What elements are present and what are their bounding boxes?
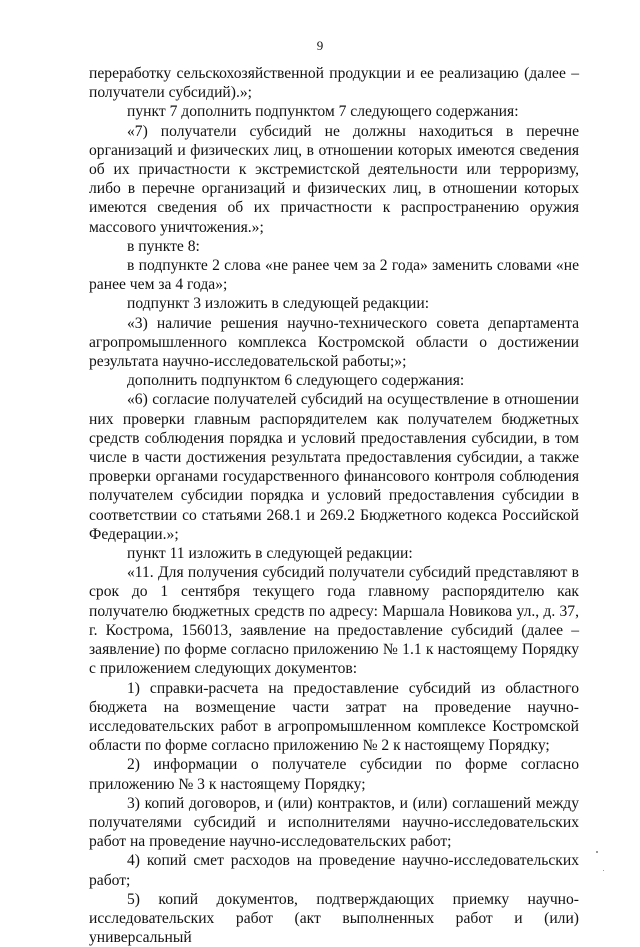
document-body bbox=[89, 64, 579, 947]
scan-speck bbox=[603, 870, 604, 871]
scan-speck bbox=[596, 851, 598, 853]
paragraph-subpoint-6-intro: дополнить подпунктом 6 следующего содержания: bbox=[127, 372, 465, 390]
paragraph-point-7-intro: пункт 7 дополнить подпунктом 7 следующего содержания: bbox=[127, 103, 519, 121]
paragraph-subpoint-3-text: «3) наличие решения научно-технического совета департамента агропромышленного комплекса Костромской области о достижении результата научно-исследовательской работы;»; bbox=[89, 314, 579, 371]
list-item-2: 2) информации о получателе субсидии по форме согласно приложению № 3 к настоящему Порядку; bbox=[89, 756, 579, 793]
list-item-4: 4) копий смет расходов на проведение научно-исследовательских работ; bbox=[89, 852, 579, 889]
list-item-1: 1) справки-расчета на предоставление субсидий из областного бюджета на возмещение части затрат на проведение научно-исследовательских работ в агропромышленном комплексе Костромской области по форме согласно приложению № 2 к настоящему Порядку; bbox=[89, 679, 579, 755]
paragraph-subpoint-7-text: «7) получатели субсидий не должны находиться в перечне организаций и физических лиц, в отношении которых имеются сведения об их причастности к экстремистской деятельности или терроризму, либо в перечне организаций и физических лиц, в отношении которых имеются сведения об их причастности к распространению оружия массового уничтожения.»; bbox=[89, 122, 579, 236]
paragraph-continuation: переработку сельскохозяйственной продукции и ее реализацию (далее – получатели субсидий).»; bbox=[89, 65, 579, 102]
paragraph-subpoint-2-change: в подпункте 2 слова «не ранее чем за 2 года» заменить словами «не ранее чем за 4 года»; bbox=[89, 257, 579, 294]
paragraph-point-8-intro: в пункте 8: bbox=[127, 237, 200, 255]
paragraph-point-11-intro: пункт 11 изложить в следующей редакции: bbox=[127, 545, 413, 563]
paragraph-point-11-text: «11. Для получения субсидий получатели субсидий представляют в срок до 1 сентября текущего года главному распорядителю как получателю бюджетных средств по адресу: Маршала Новикова ул., д. 37, г. Кострома, 156013, заявление на предоставление субсидий (далее – заявление) по форме согласно приложению № 1.1 к настоящему Порядку с приложением следующих документов: bbox=[89, 564, 579, 678]
list-item-5: 5) копий документов, подтверждающих приемку научно-исследовательских работ (акт выполненных работ и (или) универсальный bbox=[89, 890, 579, 947]
paragraph-subpoint-3-intro: подпункт 3 изложить в следующей редакции: bbox=[127, 295, 430, 313]
list-item-3: 3) копий договоров, и (или) контрактов, и (или) соглашений между получателями субсидий и исполнителями научно-исследовательских работ на проведение научно-исследовательских работ; bbox=[89, 794, 579, 851]
page-number: 9 bbox=[316, 38, 324, 53]
paragraph-subpoint-6-text: «6) согласие получателей субсидий на осуществление в отношении них проверки главным распорядителем как получателем бюджетных средств соблюдения порядка и условий предоставления субсидии, в том числе в части достижения результата предоставления субсидии, а также проверки органами государственного финансового контроля соблюдения получателем субсидии порядка и условий предоставления субсидии в соответствии со статьями 268.1 и 269.2 Бюджетного кодекса Российской Федерации.»; bbox=[89, 391, 579, 543]
